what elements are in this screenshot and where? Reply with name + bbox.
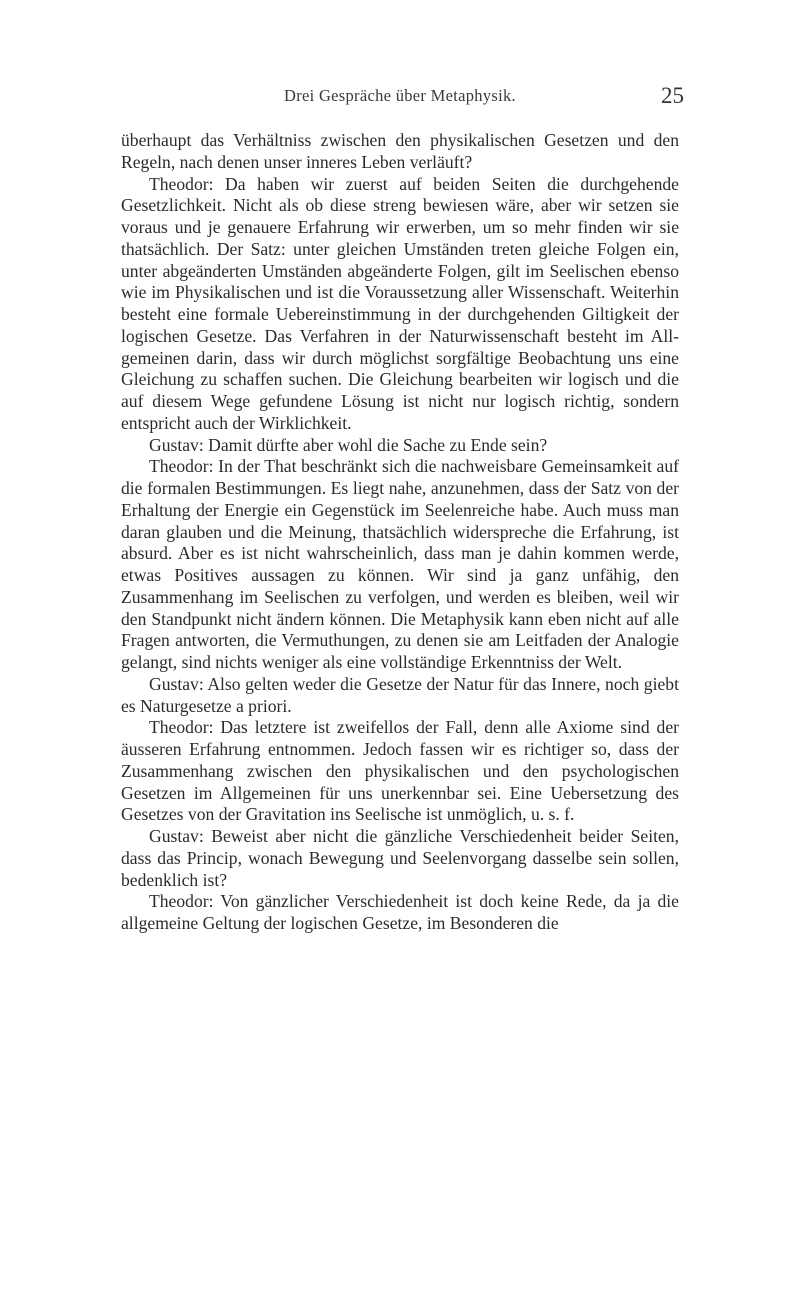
page-number: 25	[661, 83, 684, 108]
paragraph-theodor-2: Theodor: In der That beschränkt sich die nachweisbare Gemeinsamkeit auf die formalen Bestimmungen. Es liegt nahe, anzunehmen, dass der Satz von der Erhaltung der Energie ein Gegenstück im Seelenreiche habe. Auch muss man daran glauben und die Meinung, thatsächlich widerspreche die Erfahrung, ist absurd. Aber es ist nicht wahrscheinlich, dass man je dahin kommen werde, etwas Positives aussagen zu können. Wir sind ja ganz unfähig, den Zusammenhang im Seelischen zu verfolgen, und werden es bleiben, weil wir den Standpunkt nicht ändern können. Die Metaphysik kann eben nicht auf alle Fragen antworten, die Vermuthungen, zu denen sie am Leitfaden der Analogie gelangt, sind nichts weniger als eine vollständige Erkenntniss der Welt.	[121, 456, 679, 672]
running-title: Drei Gespräche über Metaphysik.	[284, 86, 516, 105]
running-head	[0, 83, 800, 116]
paragraph-theodor-4: Theodor: Von gänzlicher Verschiedenheit ist doch keine Rede, da ja die allgemeine Geltung der logischen Gesetze, im Besonderen die	[121, 891, 679, 933]
paragraph-theodor-3: Theodor: Das letztere ist zweifellos der Fall, denn alle Axiome sind der äusseren Erfahrung entnommen. Jedoch fassen wir es richtiger so, dass der Zusammenhang zwischen den physikalischen und den psychologischen Gesetzen im Allgemeinen für uns unerkennbar sei. Eine Uebersetzung des Gesetzes von der Gravitation ins Seelische ist unmöglich, u. s. f.	[121, 717, 679, 825]
paragraph-gustav-1: Gustav: Damit dürfte aber wohl die Sache zu Ende sein?	[149, 434, 548, 455]
paragraph-gustav-3: Gustav: Beweist aber nicht die gänzliche Verschiedenheit beider Seiten, dass das Princip, wonach Bewegung und Seelenvorgang dasselbe sein sollen, bedenklich ist?	[121, 826, 679, 890]
body-text	[121, 130, 679, 935]
paragraph-theodor-1: Theodor: Da haben wir zuerst auf beiden Seiten die durchgehende Gesetzlichkeit. Nicht als ob diese streng bewiesen wäre, aber wir setzen sie voraus und je genauere Erfahrung wir erwerben, um so mehr finden wir sie thatsächlich. Der Satz: unter gleichen Umständen treten gleiche Folgen ein, unter abgeänderten Umständen abgeänderte Folgen, gilt im Seelischen ebenso wie im Physikalischen und ist die Voraussetzung aller Wissenschaft. Weiterhin besteht eine formale Uebereinstimmung in der durchgehenden Giltigkeit der logischen Gesetze. Das Verfahren in der Naturwissenschaft besteht im Allgemeinen darin, dass wir durch möglichst sorgfältige Beobachtung uns eine Gleichung zu schaffen suchen. Die Gleichung bearbeiten wir logisch und die auf diesem Wege gefundene Lösung ist nicht nur logisch richtig, sondern entspricht auch der Wirklichkeit.	[121, 173, 679, 433]
paragraph-gustav-2: Gustav: Also gelten weder die Gesetze der Natur für das Innere, noch giebt es Naturgesetze a priori.	[121, 673, 679, 716]
paragraph-continuation: überhaupt das Verhältniss zwischen den physikalischen Gesetzen und den Regeln, nach denen unser inneres Leben verläuft?	[121, 130, 679, 172]
